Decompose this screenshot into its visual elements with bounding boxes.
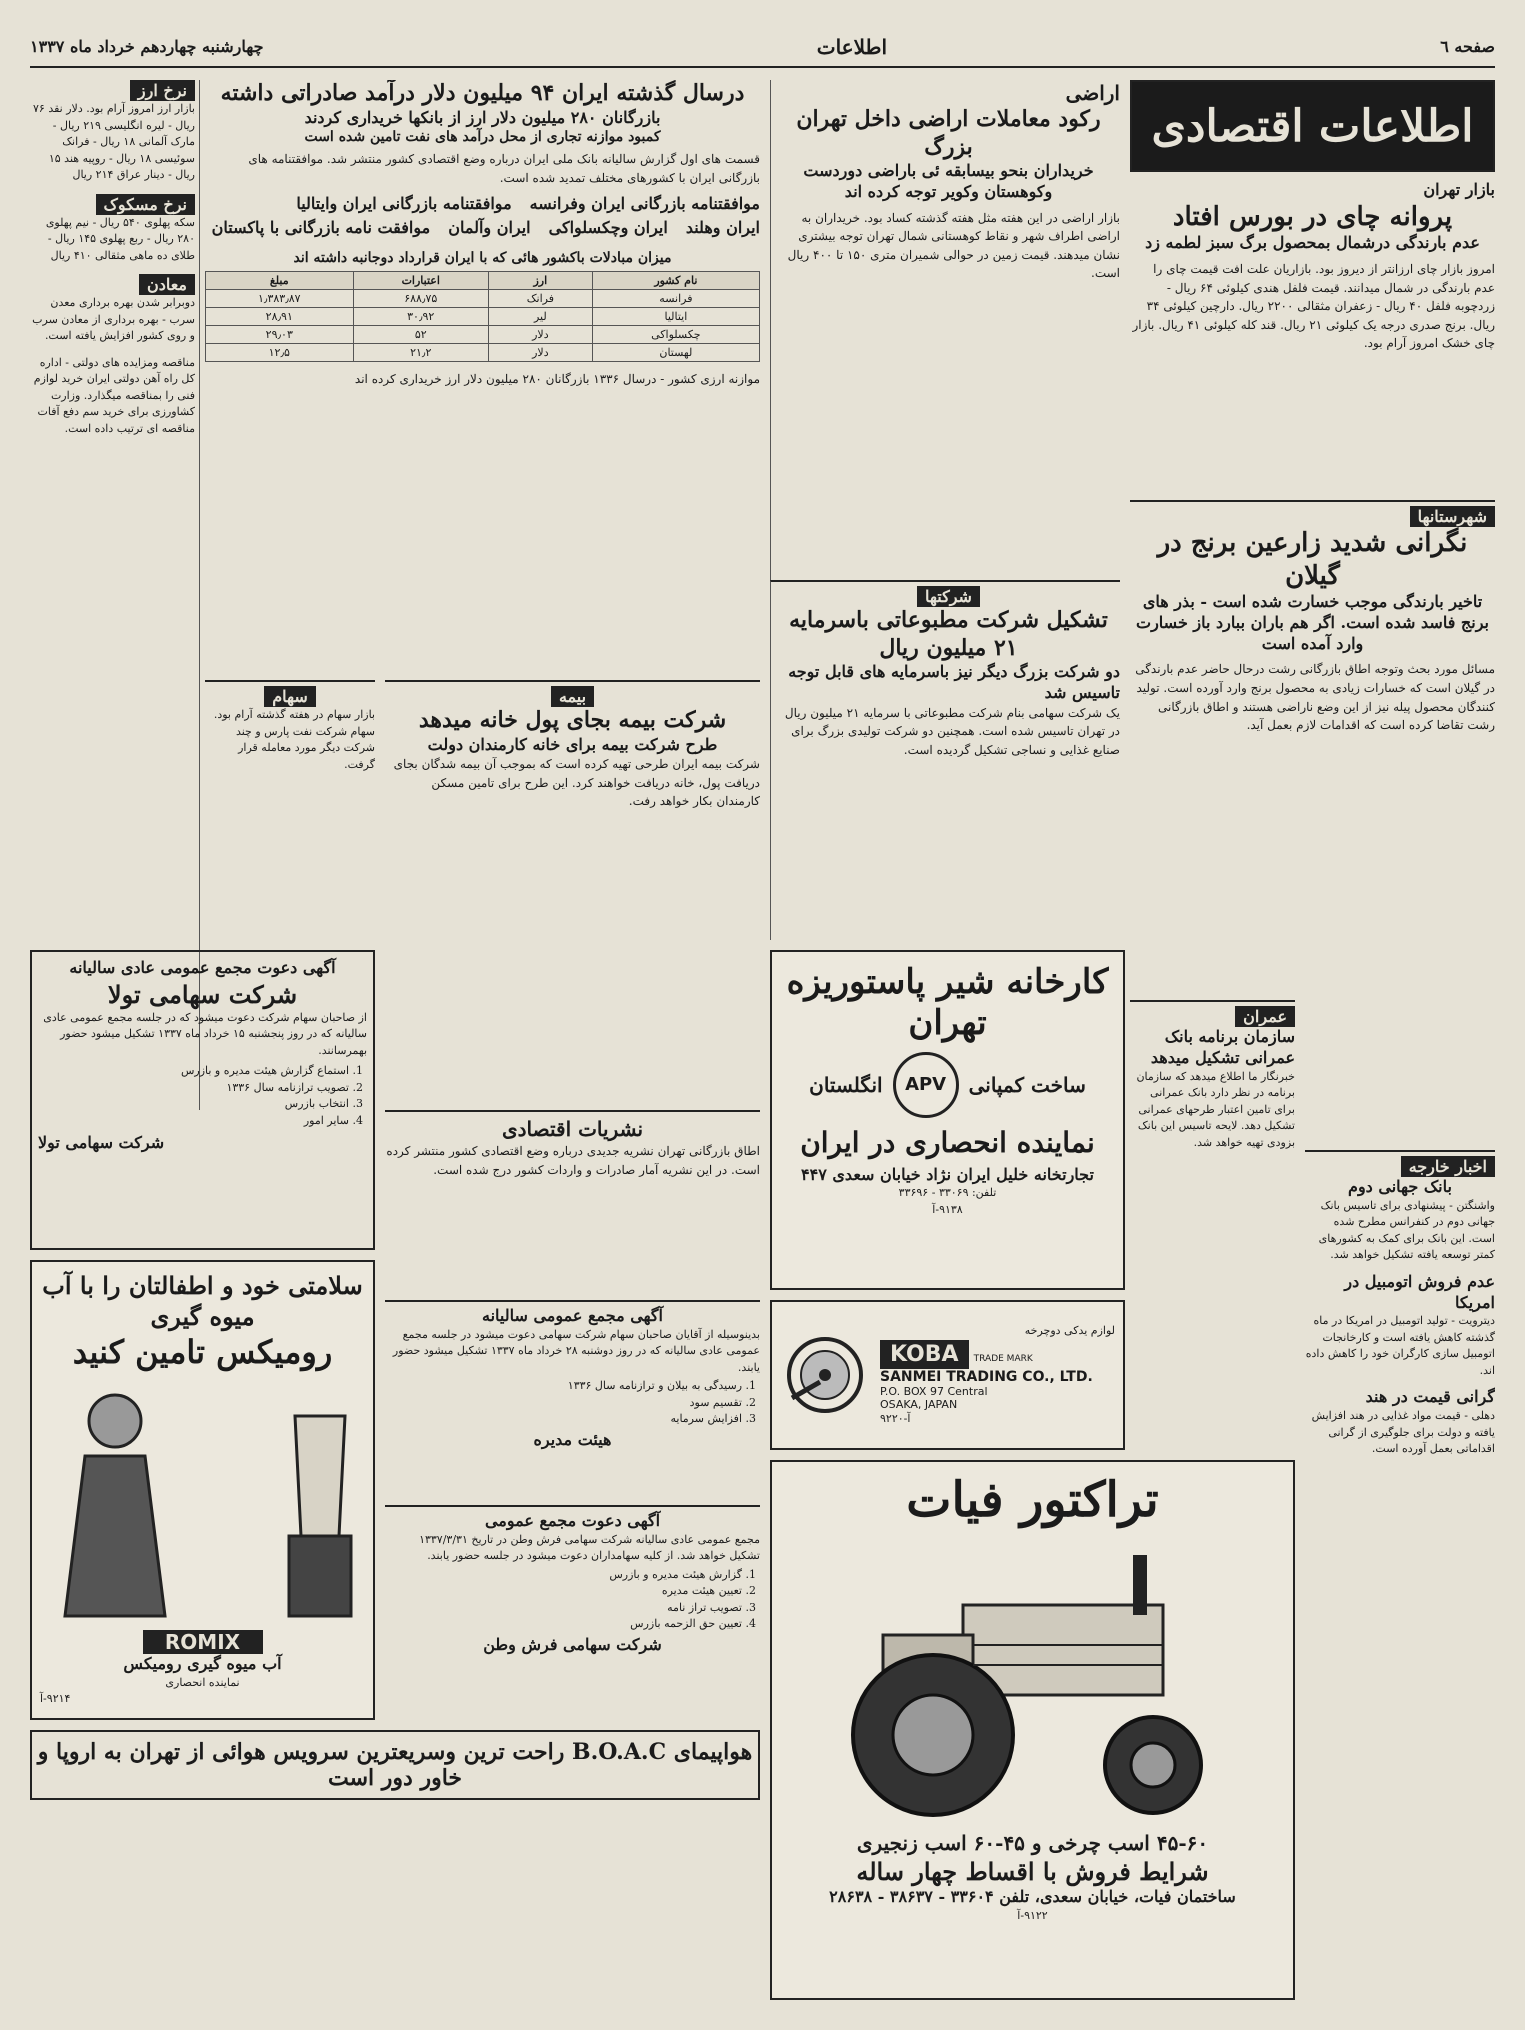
table-header: اعتبارات [353, 272, 488, 290]
table-cell: ۵۲ [353, 326, 488, 344]
agreement-item: ایران وآلمان [448, 218, 531, 238]
table-cell: فرانک [488, 290, 592, 308]
ad-koba-brand: KOBA [880, 1340, 969, 1369]
ad-romix-headline: سلامتی خود و اطفالتان را با آب میوه گیری [42, 1271, 363, 1332]
ad-fiat-address: ساختمان فیات، خیابان سعدی، تلفن ۳۳۶۰۴ - ۳۸۶۳۷ - ۲۸۶۳۸ [829, 1886, 1236, 1906]
meeting3-title: آگهی دعوت مجمع عمومی [484, 1511, 661, 1530]
trade-footer: موازنه ارزی کشور - درسال ۱۳۳۶ بازرگانان ۲۸۰ میلیون دلار ارز خریداری کرده اند [354, 372, 760, 387]
masthead [30, 28, 1495, 68]
ad-romix [30, 1260, 375, 1720]
tola-title: آگهی دعوت مجمع عمومی عادی سالیانه [69, 958, 336, 977]
table-cell: فرانسه [592, 290, 759, 308]
ad-romix-brand-text: رومیکس تامین کنید [72, 1333, 333, 1372]
tola-body: از صاحبان سهام شرکت دعوت میشود که در جلسه مجمع عمومی عادی سالیانه که در روز پنجشنبه ۱۵ خرداد ماه ۱۳۳۷ تشکیل میشود حضور بهمرسانند. [43, 1010, 367, 1057]
trade-table [205, 271, 760, 362]
table-row [206, 290, 760, 308]
development [1130, 1000, 1295, 1150]
trade-body: قسمت های اول گزارش سالیانه بانک ملی ایران درباره وضع اقتصادی کشور منتشر شد. موافقتنامه های بازرگانی ایران با کشورهای مختلف تمدید شده است. [248, 152, 760, 186]
agenda-item: 4. تعیین حق الزحمه بازرس [385, 1616, 742, 1633]
shares [205, 680, 375, 940]
agenda-item: 1. گزارش هیئت مدیره و بازرس [385, 1567, 742, 1584]
ad-pasteur-phone: تلفن: ۳۳۰۶۹ - ۳۳۶۹۶ [898, 1186, 997, 1200]
economic-pubs-body: اطاق بازرگانی تهران نشریه جدیدی درباره وضع اقتصادی کشور منتشر کرده است. در این نشریه آمار صادرات و واردات کشور درج شده است. [386, 1144, 760, 1177]
table-header: مبلغ [206, 272, 354, 290]
mines-body: دوبرابر شدن بهره برداری معدن سرب - بهره برداری از معادن سرب و روی کشور افزایش یافته است. [32, 296, 195, 342]
land-subhead: خریداران بنحو بیسابقه ئی باراضی دوردست وکوهستان وکویر توجه کرده اند [803, 161, 1094, 201]
table-row [206, 344, 760, 362]
tola-company: شرکت سهامی تولا [107, 979, 298, 1009]
development-body: خبرنگار ما اطلاع میدهد که سازمان برنامه در نظر دارد بانک عمرانی برای تامین اعتبار طرحهای عمرانی تشکیل دهد. لایحه تاسیس این بانک بزودی تهیه خواهد شد. [1136, 1069, 1295, 1149]
ad-koba-address: P.O. BOX 97 Central [880, 1384, 988, 1398]
table-cell: لهستان [592, 344, 759, 362]
section-banner-title: اطلاعات اقتصادی [1151, 100, 1474, 152]
tehran-market [1130, 180, 1495, 490]
agenda-item: 1. رسیدگی به بیلان و ترازنامه سال ۱۳۳۶ [385, 1378, 742, 1395]
agreement-item: موافقتنامه بازرگانی ایران وایتالیا [296, 193, 512, 213]
agenda-item: 3. افزایش سرمایه [385, 1411, 742, 1428]
agenda-item: 4. سایر امور [38, 1113, 349, 1130]
ad-romix-caption: آب میوه گیری رومیکس [123, 1653, 282, 1673]
meeting2-title: آگهی مجمع عمومی سالیانه [481, 1306, 663, 1325]
agreement-item: موافقت نامه بازرگانی با پاکستان [211, 218, 431, 238]
foreign-news-title: بانک جهانی دوم [1348, 1177, 1452, 1196]
tehran-market-headline: پروانه چای در بورس افتاد [1172, 201, 1453, 232]
meeting2-agenda [385, 1378, 742, 1428]
ad-koba-trademark: TRADE MARK [973, 1353, 1033, 1364]
ad-fiat-code: ۹۱۲۲-آ [1017, 1908, 1048, 1922]
coin-rates-body: سکه پهلوی ۵۴۰ ریال - نیم پهلوی ۲۸۰ ریال - ربع پهلوی ۱۴۵ ریال - طلای ده ماهی مثقالی ۴۱۰ ریال [45, 215, 195, 262]
ad-koba-code: ۹۲۲۰-آ [880, 1411, 911, 1425]
trade-subhead2: کمبود موازنه تجاری از محل درآمد های نفت تامین شده است [304, 129, 661, 146]
ad-fiat-title: تراکتور فیات [906, 1472, 1159, 1528]
table-cell: ۲۸٫۹۱ [206, 308, 354, 326]
ad-boac [30, 1730, 760, 1800]
companies-label: شرکتها [917, 586, 980, 607]
ad-pasteur-code: ۹۱۳۸-آ [932, 1202, 963, 1216]
foreign-news-label: اخبار خارجه [1401, 1156, 1495, 1177]
foreign-news-sub-title2: گرانی قیمت در هند [1365, 1387, 1495, 1407]
table-row [206, 326, 760, 344]
page-label: صفحه ٦ [1440, 36, 1495, 56]
foreign-news-body: واشنگتن - پیشنهادی برای تاسیس بانک جهانی دوم در کنفرانس مطرح شده است. این بانک برای کمک به کشورهای کمتر توسعه یافته تشکیل خواهد شد. [1318, 1198, 1495, 1262]
table-cell: چکسلواکی [592, 326, 759, 344]
meeting3-signature: شرکت سهامی فرش وطن [483, 1634, 662, 1654]
companies-headline: تشکیل شرکت مطبوعاتی باسرمایه ۲۱ میلیون ریال [789, 607, 1108, 661]
foreign-news-sub-body: دیترویت - تولید اتومبیل در امریکا در ماه گذشته کاهش یافته است و کارخانجات اتومبیل سازی کارگران خود را کاهش داده اند. [1305, 1314, 1495, 1377]
agreement-item: ایران وچکسلواکی [548, 218, 668, 238]
auctions-body: مناقصه ومزایده های دولتی - اداره کل راه آهن دولتی ایران خرید لوازم فنی را بمناقصه میگذارد. وزارت کشاورزی برای خرید سم دفع آفات مناقصه ای ترتیب داده است. [33, 355, 195, 435]
agenda-item: 2. تصویب ترازنامه سال ۱۳۳۶ [38, 1080, 349, 1097]
agreement-item: موافقتنامه بازرگانی ایران وفرانسه [529, 193, 760, 213]
agreements-list [205, 194, 760, 240]
ad-romix-brand-latin: ROMIX [143, 1630, 263, 1654]
ad-romix-rep: نماینده انحصاری [165, 1675, 240, 1689]
table-cell: ایتالیا [592, 308, 759, 326]
meeting2-signature: هیئت مدیره [533, 1429, 612, 1449]
shares-body: بازار سهام در هفته گذشته آرام بود. سهام شرکت نفت پارس و چند شرکت دیگر مورد معامله قرار گرفت. [213, 708, 375, 771]
table-header: نام کشور [592, 272, 759, 290]
meeting3-body: مجمع عمومی عادی سالیانه شرکت سهامی فرش وطن در تاریخ ۱۳۳۷/۳/۳۱ تشکیل خواهد شد. از کلیه سهامداران دعوت میشود در جلسه حضور یابند. [419, 1532, 760, 1563]
ad-koba-fa: لوازم یدکی دوچرخه [1024, 1324, 1115, 1337]
insurance-label: بیمه [551, 686, 594, 707]
meeting-notice-2 [385, 1300, 760, 1500]
ad-romix-code: ۹۲۱۴-آ [40, 1692, 71, 1706]
provinces-headline: نگرانی شدید زارعین برنج در گیلان [1157, 528, 1468, 591]
ad-pasteur-contact: تجارتخانه خلیل ایران نژاد خیابان سعدی ۴۴۷ [801, 1164, 1094, 1184]
insurance-body: شرکت بیمه ایران طرحی تهیه کرده است که بموجب آن بیمه شدگان بجای دریافت پول، خانه دریافت خواهند کرد. این طرح برای تامین مسکن کارمندان بکار خواهد رفت. [393, 757, 760, 809]
date-line: چهارشنبه چهاردهم خرداد ماه ۱۳۳۷ [30, 36, 264, 56]
agenda-item: 3. تصویب تراز نامه [385, 1600, 742, 1617]
tola-agenda [38, 1063, 349, 1129]
companies-body: یک شرکت سهامی بنام شرکت مطبوعاتی با سرمایه ۲۱ میلیون ریال در تهران تاسیس شده است. همچنین دو شرکت تولیدی بزرگ برای صنایع غذایی و نساجی تشکیل گردیده است. [784, 705, 1120, 757]
provinces [1130, 500, 1495, 1040]
development-label: عمران [1235, 1006, 1295, 1027]
currency-rates-label: نرخ ارز [130, 80, 195, 101]
provinces-subhead: تاخیر بارندگی موجب خسارت شده است - بذر های برنج فاسد شده است. اگر هم باران ببارد باز خسارت وارد آمده است [1136, 592, 1489, 653]
table-cell: ۲۱٫۲ [353, 344, 488, 362]
ad-pasteur-line2: انگلستان [809, 1072, 883, 1097]
table-cell: دلار [488, 344, 592, 362]
table-cell: ۱۲٫۵ [206, 344, 354, 362]
land-headline: رکود معاملات اراضی داخل تهران بزرگ [796, 106, 1101, 160]
tractor-icon [782, 1530, 1283, 1830]
table-cell: دلار [488, 326, 592, 344]
agenda-item: 1. استماع گزارش هیئت مدیره و بازرس [38, 1063, 349, 1080]
tehran-market-subhead: عدم بارندگی درشمال بمحصول برگ سبز لطمه زد [1145, 233, 1480, 253]
agenda-item: 2. تعیین هیئت مدیره [385, 1583, 742, 1600]
ad-koba [770, 1300, 1125, 1450]
tehran-market-label: بازار تهران [1423, 180, 1495, 199]
tola-signature: شرکت سهامی تولا [38, 1133, 165, 1153]
agreement-item: ایران وهلند [685, 218, 760, 238]
table-cell: ۳۰٫۹۲ [353, 308, 488, 326]
foreign-news [1305, 1150, 1495, 1990]
land-body: بازار اراضی در این هفته مثل هفته گذشته کساد بود. خریداران به اراضی اطراف شهر و نقاط کوهستانی شمال تهران توجه بیشتری نشان میدهند. قیمت زمین در حوالی شمیران متری ۱۵۰ تا ۴۰۰ ریال است. [787, 210, 1120, 281]
table-cell: لیر [488, 308, 592, 326]
agenda-item: 2. تقسیم سود [385, 1395, 742, 1412]
table-cell: ۶۸۸٫۷۵ [353, 290, 488, 308]
provinces-label: شهرستانها [1410, 506, 1495, 527]
table-cell: ۱٫۳۸۳٫۸۷ [206, 290, 354, 308]
ad-fiat-terms: شرایط فروش با اقساط چهار ساله [856, 1856, 1209, 1886]
insurance [385, 680, 760, 1100]
paper-name: اطلاعات [816, 35, 887, 59]
ad-koba-city: OSAKA, JAPAN [880, 1397, 958, 1411]
ad-pasteur [770, 950, 1125, 1290]
tehran-market-body: امروز بازار چای ارزانتر از دیروز بود. بازاریان علت افت قیمت چای را عدم بارندگی در شمال میدانند. قیمت فلفل هندی کیلوئی ۶۴ ریال - زردچوبه فلفل ۴۰ ریال - زعفران مثقالی ۲۲۰۰ ریال. دارچین کیلوئی ۳۴ ریال. برنج صدری درجه یک کیلوئی ۲۱ ریال. قند کله کیلوئی ۴۱ ریال. بازار چای خشک امروز آرام بود. [1132, 262, 1495, 351]
ad-pasteur-title: کارخانه شیر پاستوریزه تهران [786, 962, 1109, 1043]
trade-headline: درسال گذشته ایران ۹۴ میلیون دلار درآمد صادراتی داشته [220, 80, 745, 106]
ad-pasteur-line3: نماینده انحصاری در ایران [800, 1125, 1095, 1159]
ad-fiat-spec: ۴۵-۶۰ اسب چرخی و ۴۵-۶۰ اسب زنجیری [856, 1830, 1209, 1855]
trade-subhead: بازرگانان ۲۸۰ میلیون دلار ارز از بانکها خریداری کردند [304, 107, 661, 127]
table-row [206, 308, 760, 326]
blender-icon [275, 1406, 365, 1630]
ad-koba-company: SANMEI TRADING CO., LTD. [880, 1368, 1093, 1385]
economic-pubs [385, 1110, 760, 1290]
woman-figure-icon [40, 1386, 190, 1630]
ad-boac-text: هواپیمای B.O.A.C راحت ترین وسریعترین سرویس هوائی از تهران به اروپا و خاور دور است [37, 1739, 753, 1791]
mines-label: معادن [139, 274, 195, 295]
land [770, 80, 1120, 580]
meeting-notice-3 [385, 1505, 760, 1720]
foreign-news-sub-body2: دهلی - قیمت مواد غذایی در هند افزایش یافته و دولت برای جلوگیری از گرانی اقداماتی بعمل آورده است. [1311, 1409, 1495, 1456]
shares-label: سهام [264, 686, 316, 707]
table-header-row [206, 272, 760, 290]
meeting2-body: بدینوسیله از آقایان صاحبان سهام شرکت سهامی دعوت میشود در جلسه مجمع عمومی عادی سالیانه که در روز دوشنبه ۲۸ خرداد ماه ۱۳۳۷ تشکیل میشود حضور یابند. [392, 1327, 760, 1374]
meeting-notice-tola [30, 950, 375, 1250]
economic-pubs-label: نشریات اقتصادی [501, 1117, 644, 1141]
bicycle-bell-icon [780, 1330, 870, 1420]
coin-rates-label: نرخ مسکوک [96, 194, 195, 215]
development-title: سازمان برنامه بانک عمرانی تشکیل میدهد [1150, 1027, 1295, 1067]
companies [770, 580, 1120, 940]
apv-logo: APV [893, 1052, 959, 1118]
table-header: ارز [488, 272, 592, 290]
foreign-news-sub-title: عدم فروش اتومبیل در امریکا [1344, 1271, 1495, 1312]
ad-fiat [770, 1460, 1295, 2000]
provinces-body: مسائل مورد بحث وتوجه اطاق بازرگانی رشت درحال حاضر عدم بارندگی در گیلان است که خسارات زیادی به محصول برنج وارد آورده است. تولید کنندگان محصول پیله نیز از این وضع ناراضی هستند و اطاق بازرگانی رشت تقاضا کرده است که اقدامات لازم بعمل آید. [1135, 662, 1495, 733]
trade-table-title: میزان مبادلات باکشور هائی که با ایران قرارداد دوجانبه داشته اند [293, 250, 672, 267]
insurance-headline: شرکت بیمه بجای پول خانه میدهد [418, 707, 727, 733]
agenda-item: 3. انتخاب بازرس [38, 1096, 349, 1113]
meeting3-agenda [385, 1567, 742, 1633]
land-label: اراضی [1065, 81, 1120, 105]
ad-pasteur-line1: ساخت کمپانی [968, 1072, 1086, 1097]
insurance-subhead: طرح شرکت بیمه برای خانه کارمندان دولت [427, 734, 718, 754]
trade [205, 80, 760, 670]
companies-subhead: دو شرکت بزرگ دیگر نیز باسرمایه های قابل توجه تاسیس شد [788, 662, 1120, 702]
section-banner [1130, 80, 1495, 172]
currency-rates-body: بازار ارز امروز آرام بود. دلار نقد ۷۶ ریال - لیره انگلیسی ۲۱۹ ریال - مارک آلمانی ۱۸ ریال - فرانک سوئیسی ۱۸ ریال - روپیه هند ۱۵ ریال - دینار عراق ۲۱۴ ریال [33, 102, 195, 181]
table-cell: ۲۹٫۰۳ [206, 326, 354, 344]
